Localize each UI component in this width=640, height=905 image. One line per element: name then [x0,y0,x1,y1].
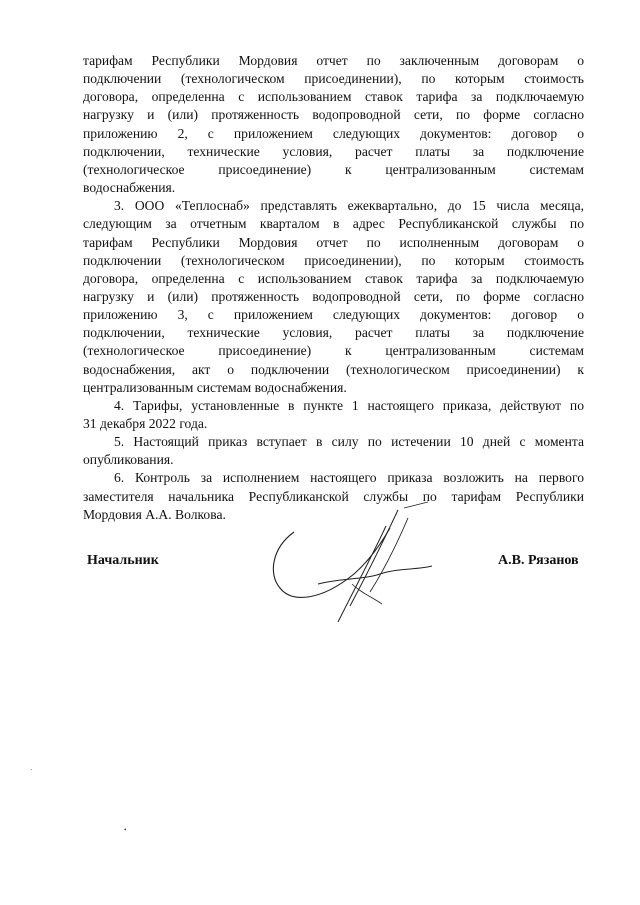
text-line: тарифам Республики Мордовия отчет по заключенным договорам о [83,53,584,68]
text-line: 5. Настоящий приказ вступает в силу по истечении 10 дней с момента [114,434,584,449]
scan-speck: · [30,766,33,774]
text-line: подключении, технические условия, расчет платы за подключение [83,325,584,340]
scan-speck: • [124,826,127,834]
text-line: заместителя начальника Республиканской службы по тарифам Республики [83,489,584,504]
text-line: нагрузку и (или) протяженность водопроводной сети, по форме согласно [83,289,584,304]
text-line: опубликования. [83,452,174,467]
text-line: подключении (технологическом присоединении), по которым стоимость [83,71,584,86]
signer-role: Начальник [87,553,159,568]
text-line: подключении, технические условия, расчет платы за подключение [83,144,584,159]
text-line: (технологическое присоединение) к централизованным системам [83,343,584,358]
text-line: нагрузку и (или) протяженность водопроводной сети, по форме согласно [83,107,584,122]
text-line: 4. Тарифы, установленные в пункте 1 настоящего приказа, действуют по [114,398,584,413]
text-line: централизованным системам водоснабжения. [83,380,347,395]
text-line: водоснабжения. [83,180,176,195]
text-line: 31 декабря 2022 года. [83,416,208,431]
signer-name: А.В. Рязанов [498,553,579,568]
handwritten-signature [258,500,438,630]
text-line: 6. Контроль за исполнением настоящего приказа возложить на первого [114,470,584,485]
text-line: Мордовия А.А. Волкова. [83,507,226,522]
text-line: договора, определенна с использованием ставок тарифа за подключаемую [83,271,584,286]
text-line: водоснабжения, акт о подключении (технологическом присоединении) к [83,362,584,377]
text-line: тарифам Республики Мордовия отчет по исполненным договорам о [83,235,584,250]
text-line: следующим за отчетным кварталом в адрес Республиканской службы по [83,216,584,231]
text-line: приложению 2, с приложением следующих документов: договор о [83,126,584,141]
text-line: приложению 3, с приложением следующих документов: договор о [83,307,584,322]
text-line: договора, определенна с использованием ставок тарифа за подключаемую [83,89,584,104]
text-line: 3. ООО «Теплоснаб» представлять ежеквартально, до 15 числа месяца, [114,198,584,213]
text-line: подключении (технологическом присоединении), по которым стоимость [83,253,584,268]
text-line: (технологическое присоединение) к централизованным системам [83,162,584,177]
